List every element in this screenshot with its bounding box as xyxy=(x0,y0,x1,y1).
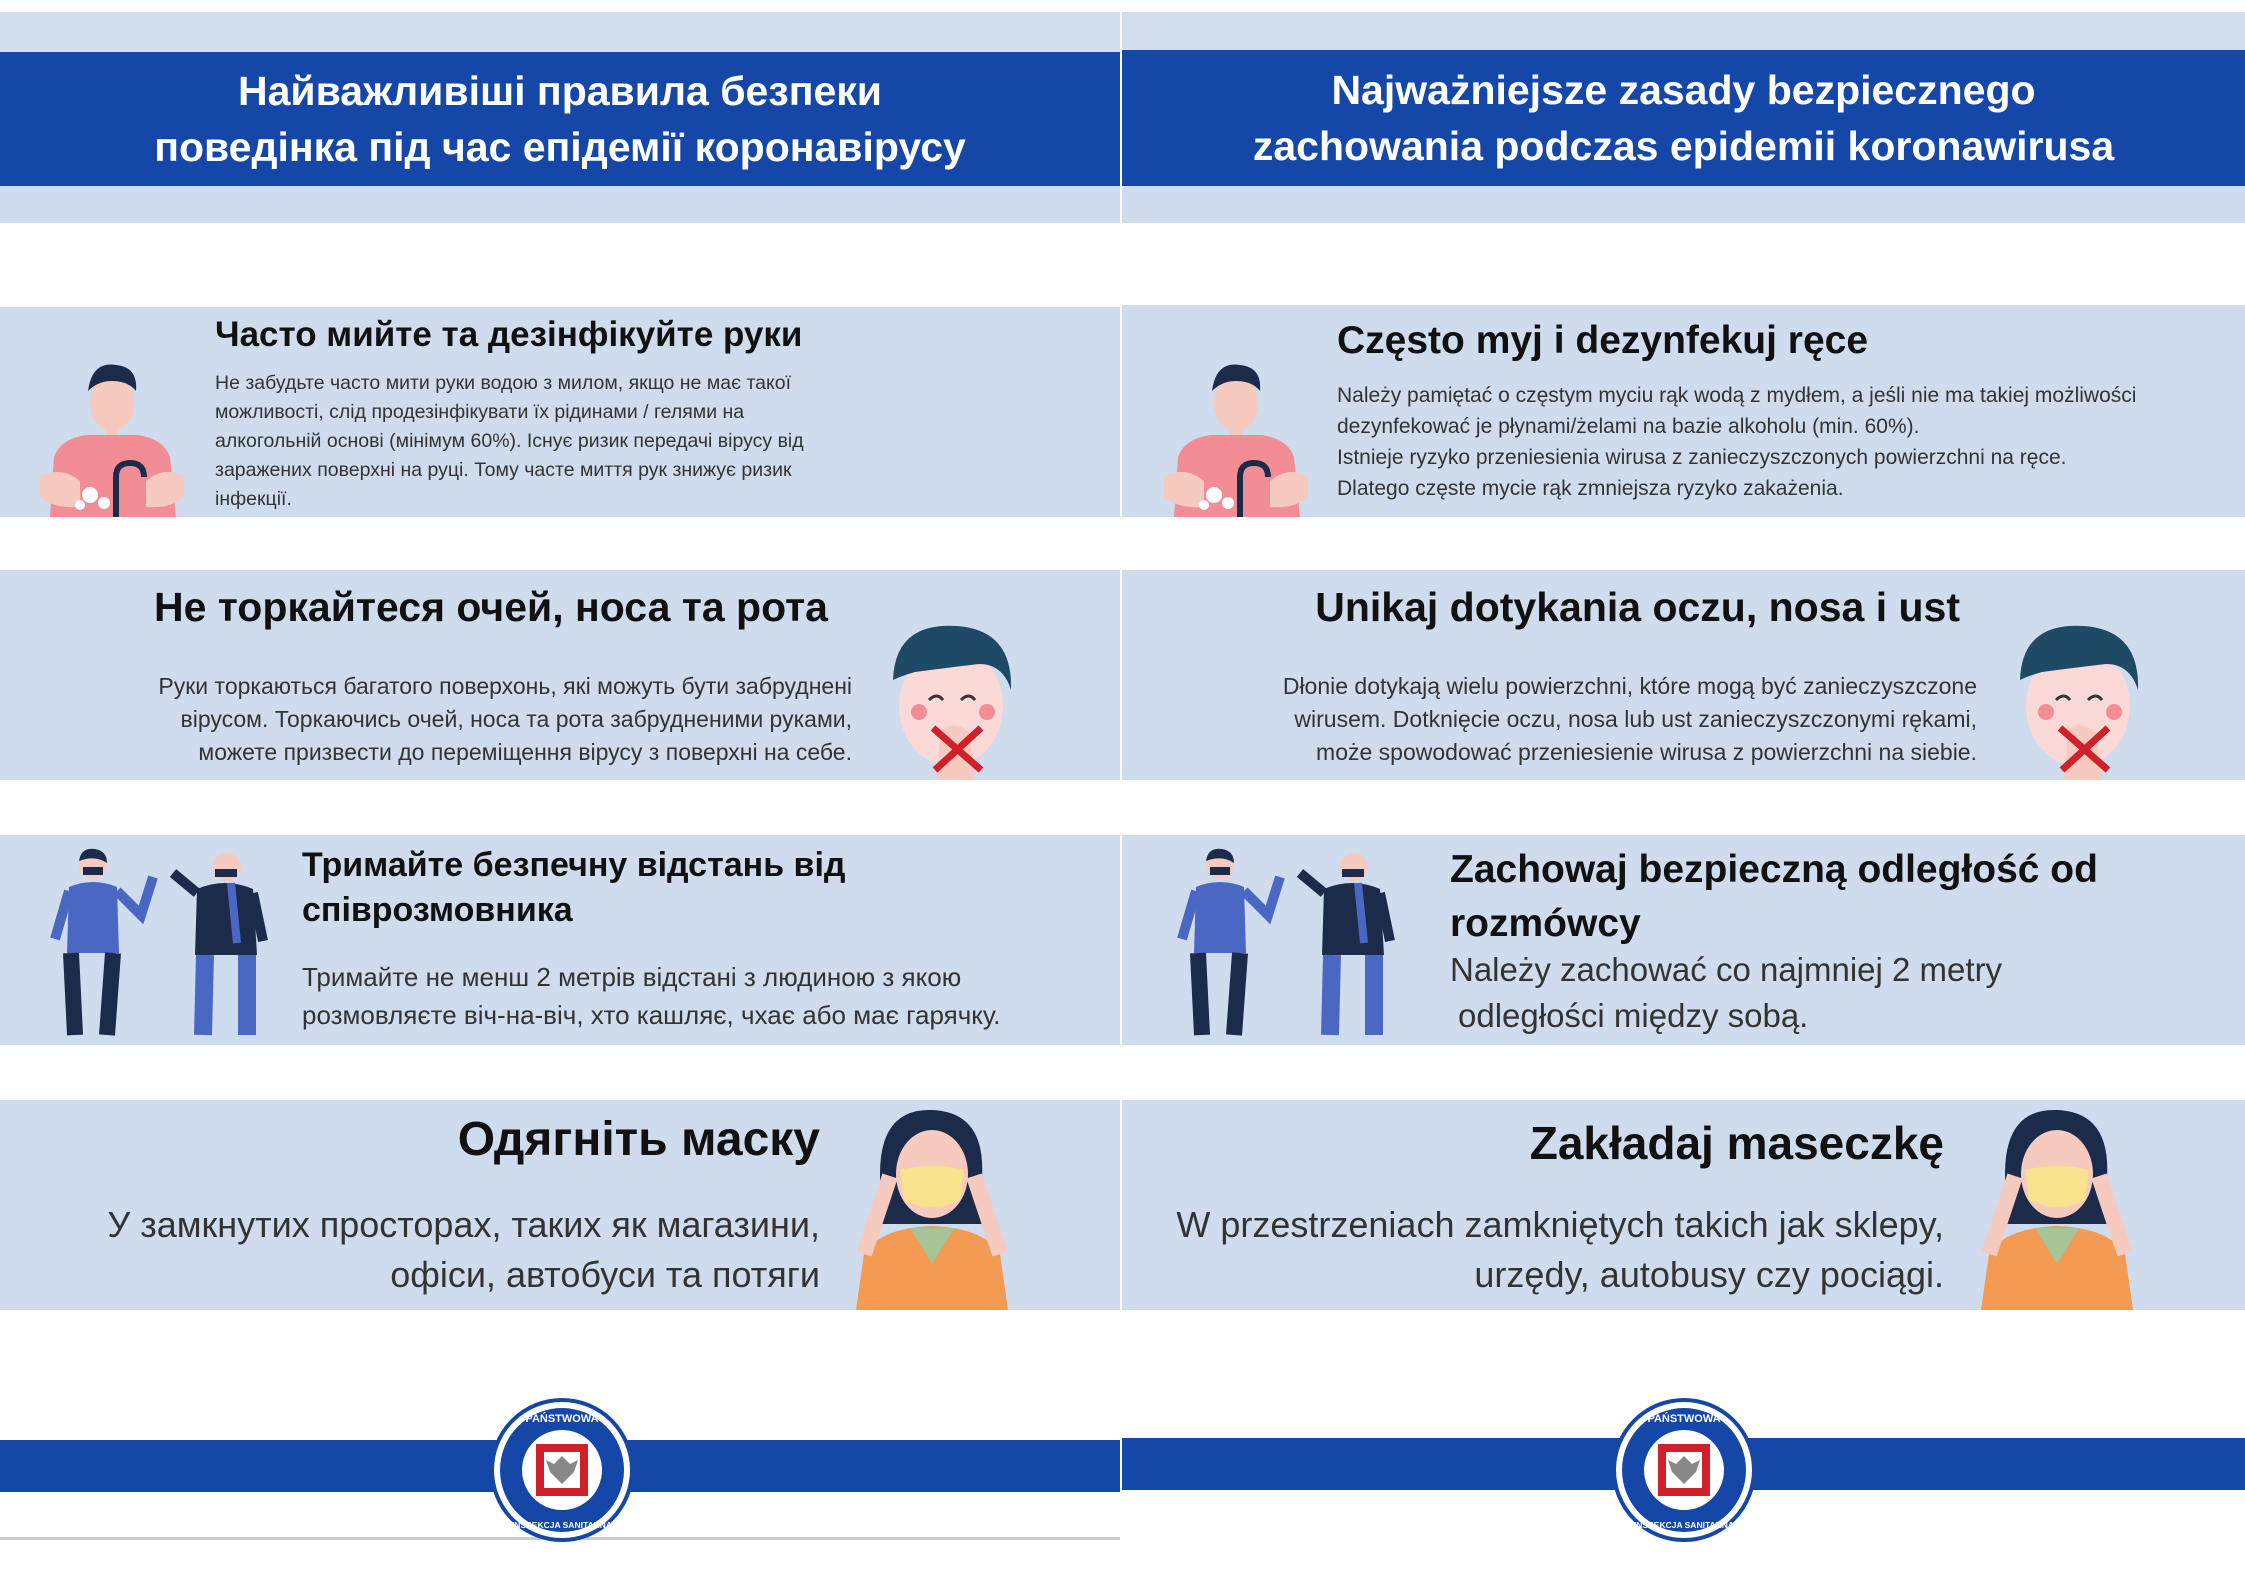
section-body xyxy=(1337,380,2136,504)
inspekcja-sanitarna-logo xyxy=(1612,1398,1756,1542)
title-line-1: Найважливіші правила безпеки xyxy=(237,68,882,114)
title-banner-left xyxy=(0,52,1120,186)
inspekcja-sanitarna-logo xyxy=(490,1398,634,1542)
section-mask-right xyxy=(1122,1100,2245,1310)
section-heading: Często myj i dezynfekuj ręce xyxy=(1337,319,1869,362)
section-handwash-left xyxy=(0,307,1120,517)
section-body xyxy=(1122,1200,1944,1300)
sub-band-left xyxy=(0,186,1120,223)
no-touch-face-icon xyxy=(2012,620,2142,780)
body-line: Тримайте не менш 2 метрів відстані з людиною з якою xyxy=(302,962,962,992)
title-line-2: zachowania podczas epidemii koronawirusa xyxy=(1252,123,2115,169)
body-line: можете призвести до переміщення вірусу з поверхні на себе. xyxy=(198,739,852,765)
woman-mask-icon xyxy=(840,1104,1020,1310)
section-handwash-right xyxy=(1122,305,2245,517)
heading-line: Zachowaj bezpieczną odległość od xyxy=(1450,848,2098,891)
body-line: W przestrzeniach zamkniętych takich jak sklepy, xyxy=(1176,1204,1944,1245)
body-line: вірусом. Торкаючись очей, носа та рота забрудненими руками, xyxy=(180,706,852,732)
woman-mask-icon xyxy=(1965,1104,2145,1310)
section-heading: Не торкайтеся очей, носа та рота xyxy=(153,584,828,630)
body-line: odległości między sobą. xyxy=(1458,997,1809,1034)
section-distance-right xyxy=(1122,835,2245,1045)
body-line: У замкнутих просторах, таких як магазини, xyxy=(107,1204,820,1245)
section-body xyxy=(0,670,852,769)
two-people-distance-icon xyxy=(45,843,275,1043)
title-banner-right xyxy=(1122,50,2245,186)
body-line: офіси, автобуси та потяги xyxy=(390,1254,820,1295)
logo-text-bottom: INSPEKCJA SANITARNA xyxy=(511,1520,613,1530)
section-distance-left xyxy=(0,835,1120,1045)
sub-band-right xyxy=(1122,186,2245,223)
section-heading: Unikaj dotykania oczu, nosa i ust xyxy=(1315,584,1960,630)
section-no-touch-left xyxy=(0,570,1120,780)
logo-text-top: PAŃSTWOWA xyxy=(1647,1413,1721,1425)
section-body xyxy=(0,1200,820,1300)
section-body xyxy=(215,369,895,514)
body-line: Dlatego częste mycie rąk zmniejsza ryzyko zakażenia. xyxy=(1337,477,1844,500)
section-body xyxy=(302,958,1001,1034)
body-line: dezynfekować je płynami/żelami na bazie alkoholu (min. 60%). xyxy=(1337,415,1920,438)
logo-text-bottom: INSPEKCJA SANITARNA xyxy=(1633,1520,1735,1530)
body-line: можливості, слід продезінфікувати їх рідинами / гелями на xyxy=(215,401,745,423)
body-line: розмовляєте віч-на-віч, хто кашляє, чхає або має гарячку. xyxy=(302,1000,1001,1030)
body-line: urzędy, autobusy czy pociągi. xyxy=(1474,1254,1944,1295)
body-line: Не забудьте часто мити руки водою з милом, якщо не має такої xyxy=(215,372,792,394)
heading-line: співрозмовника xyxy=(302,891,573,929)
heading-line: rozmówcy xyxy=(1450,902,1641,945)
heading-line: Тримайте безпечну відстань від xyxy=(302,846,846,884)
top-strip-left xyxy=(0,12,1120,52)
section-mask-left xyxy=(0,1100,1120,1310)
section-no-touch-right xyxy=(1122,570,2245,780)
no-touch-face-icon xyxy=(885,620,1015,780)
section-heading: Zakładaj maseczkę xyxy=(1529,1117,1944,1169)
section-heading xyxy=(302,843,845,933)
body-line: інфекції. xyxy=(215,488,292,510)
body-line: Należy pamiętać o częstym myciu rąk wodą z mydłem, a jeśli nie ma takiej możliwości xyxy=(1337,384,2137,407)
body-line: wirusem. Dotknięcie oczu, nosa lub ust zanieczyszczonymi rękami, xyxy=(1294,706,1977,732)
body-line: алкогольній основі (мінімум 60%). Існує ризик передачі вірусу від xyxy=(215,430,804,452)
body-line: заражених поверхні на руці. Тому часте миття рук знижує ризик xyxy=(215,459,792,481)
body-line: może spowodować przeniesienie wirusa z powierzchni na siebie. xyxy=(1316,739,1977,765)
body-line: Należy zachować co najmniej 2 metry xyxy=(1450,951,2003,988)
handwash-person-icon xyxy=(20,347,200,517)
section-heading: Часто мийте та дезінфікуйте руки xyxy=(215,315,803,354)
section-heading xyxy=(1450,843,2098,951)
logo-text-top: PAŃSTWOWA xyxy=(525,1413,599,1425)
handwash-person-icon xyxy=(1144,347,1324,517)
section-heading: Одягніть маску xyxy=(457,1113,820,1166)
title-line-1: Najważniejsze zasady bezpiecznego xyxy=(1331,67,2036,113)
section-body xyxy=(1122,670,1977,769)
title-line-2: поведінка під час епідемії коронавірусу xyxy=(154,124,966,170)
section-body xyxy=(1450,947,2002,1039)
body-line: Dłonie dotykają wielu powierzchni, które mogą być zanieczyszczone xyxy=(1282,673,1977,699)
body-line: Руки торкаються багатого поверхонь, які можуть бути забруднені xyxy=(158,673,852,699)
body-line: Istnieje ryzyko przeniesienia wirusa z zanieczyszczonych powierzchni na ręce. xyxy=(1337,446,2067,469)
top-strip-right xyxy=(1122,12,2245,52)
two-people-distance-icon xyxy=(1172,843,1402,1043)
